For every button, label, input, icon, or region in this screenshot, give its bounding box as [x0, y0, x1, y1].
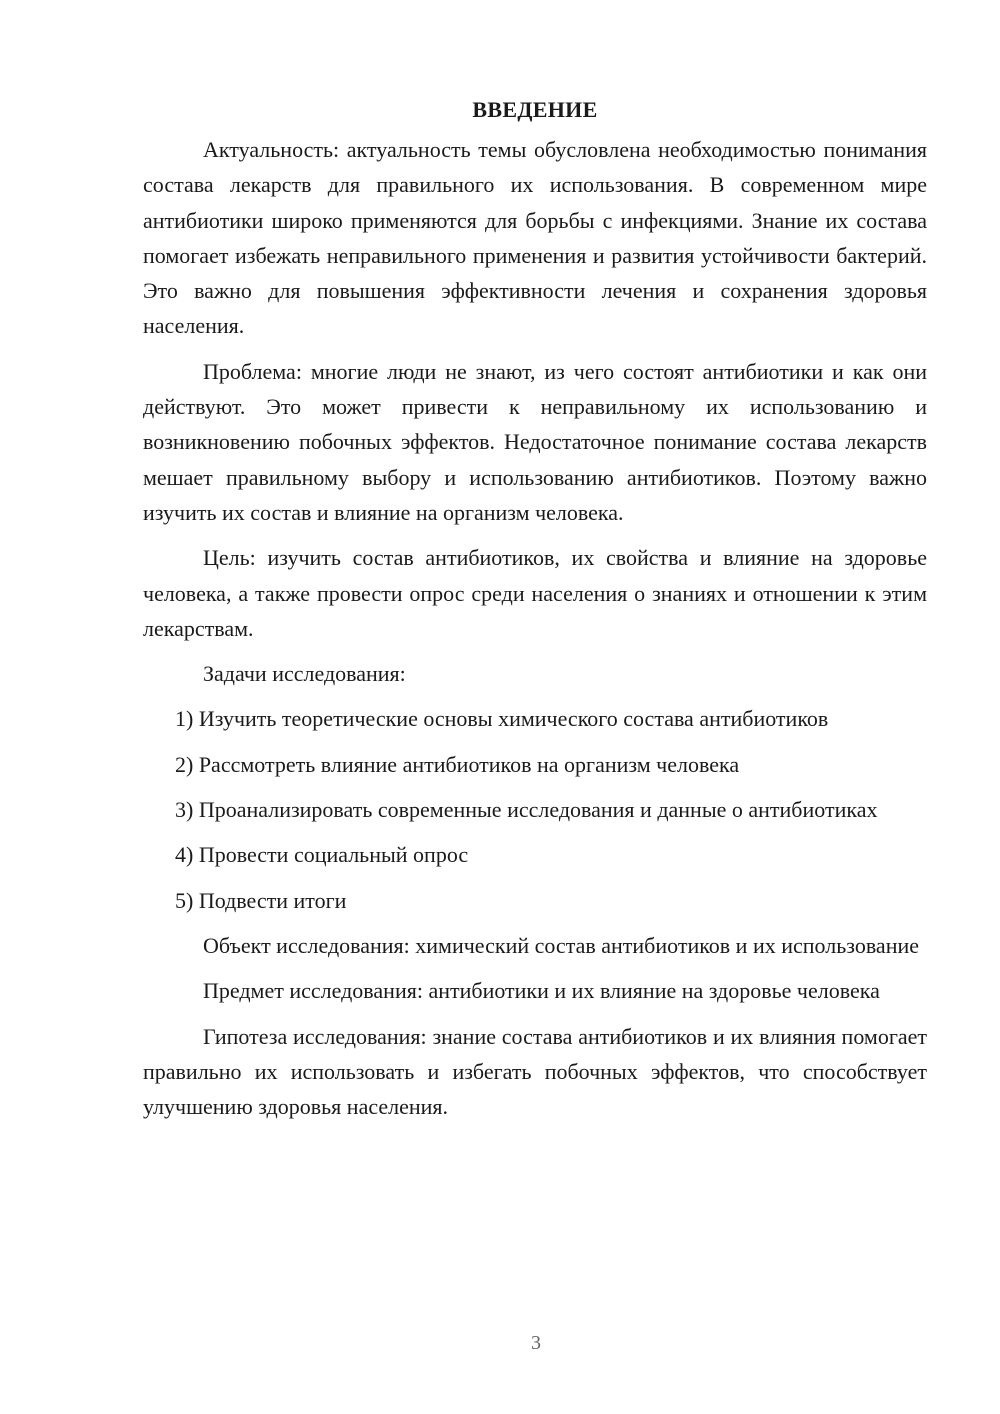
hypothesis-paragraph: Гипотеза исследования: знание состава антибиотиков и их влияния помогает правильно их использовать и избегать побочных эффектов, что способствует улучшению здоровья населения. [143, 1023, 927, 1120]
task-item-2: 2) Рассмотреть влияние антибиотиков на организм человека [175, 751, 740, 777]
problem-paragraph: Проблема: многие люди не знают, из чего состоят антибиотики и как они действуют. Это может привести к неправильному их использованию и возникновению побочных эффектов. Недостаточное понимание состава лекарств мешает правильному выбору и использованию антибиотиков. Поэтому важно изучить их состав и влияние на организм человека. [143, 358, 927, 525]
tasks-heading: Задачи исследования: [203, 661, 406, 687]
relevance-paragraph: Актуальность: актуальность темы обусловлена необходимостью понимания состава лекарств для правильного их использования. В современном мире антибиотики широко применяются для борьбы с инфекциями. Знание их состава помогает избежать неправильного применения и развития устойчивости бактерий. Это важно для повышения эффективности лечения и сохранения здоровья населения. [143, 137, 927, 339]
subject-paragraph: Предмет исследования: антибиотики и их влияние на здоровье человека [203, 978, 880, 1004]
task-item-4: 4) Провести социальный опрос [175, 842, 469, 868]
task-item-5: 5) Подвести итоги [175, 887, 347, 913]
document-page [143, 92, 927, 1134]
task-item-3: 3) Проанализировать современные исследования и данные о антибиотиках [175, 797, 878, 823]
page-number: 3 [531, 1332, 541, 1354]
page-title: ВВЕДЕНИЕ [472, 97, 598, 122]
task-item-1: 1) Изучить теоретические основы химического состава антибиотиков [175, 706, 829, 732]
goal-paragraph: Цель: изучить состав антибиотиков, их свойства и влияние на здоровье человека, а также провести опрос среди населения о знаниях и отношении к этим лекарствам. [143, 545, 927, 641]
object-paragraph: Объект исследования: химический состав антибиотиков и их использование [203, 932, 919, 958]
